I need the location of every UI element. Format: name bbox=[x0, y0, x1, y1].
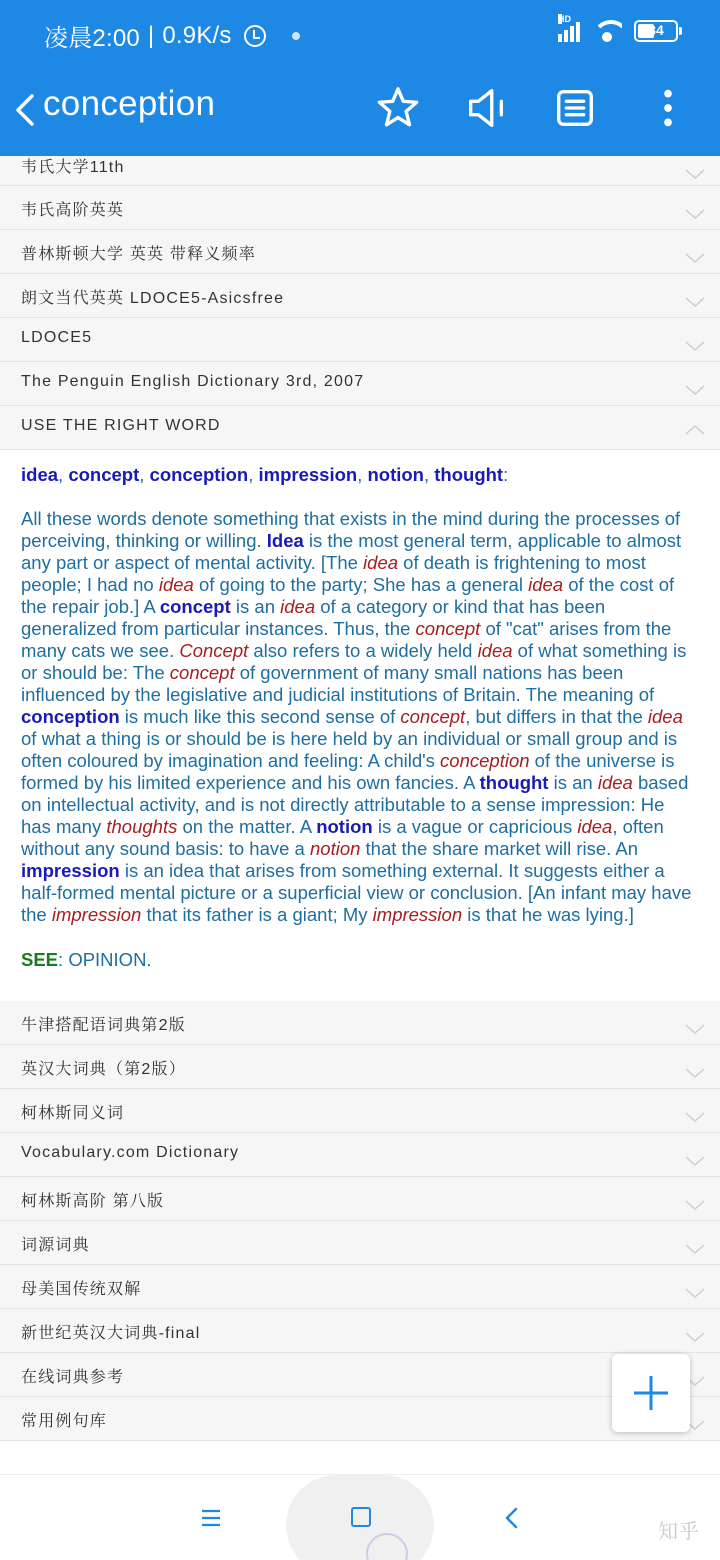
battery-icon bbox=[634, 20, 678, 42]
headword[interactable]: idea bbox=[21, 464, 59, 485]
dict-section-label: 柯林斯同义词 bbox=[21, 1105, 125, 1122]
chevron-down-icon bbox=[684, 246, 706, 268]
dict-section-label: 韦氏高阶英英 bbox=[21, 202, 125, 219]
dict-section-label: 柯林斯高阶 第八版 bbox=[21, 1193, 165, 1210]
status-separator: | bbox=[147, 21, 155, 49]
chevron-down-icon bbox=[684, 1061, 706, 1083]
dict-section-expanded[interactable] bbox=[0, 406, 720, 450]
status-bar bbox=[0, 0, 720, 68]
dict-section-label: 牛津搭配语词典第2版 bbox=[21, 1017, 186, 1034]
dict-section[interactable] bbox=[0, 1001, 720, 1045]
chevron-down-icon bbox=[684, 1281, 706, 1303]
dict-section-label: 新世纪英汉大词典-final bbox=[21, 1325, 201, 1342]
headword[interactable]: impression bbox=[258, 464, 358, 485]
chevron-up-icon bbox=[684, 420, 706, 442]
add-button[interactable] bbox=[612, 1354, 690, 1432]
dict-section[interactable] bbox=[0, 1177, 720, 1221]
dict-section-label: 朗文当代英英 LDOCE5-Asicsfree bbox=[21, 290, 285, 307]
status-time: 凌晨2:00 bbox=[44, 25, 140, 52]
dict-section[interactable] bbox=[0, 1133, 720, 1177]
dict-section-label: 母美国传统双解 bbox=[21, 1281, 142, 1298]
dict-section[interactable] bbox=[0, 362, 720, 406]
home-icon[interactable] bbox=[351, 1507, 371, 1527]
dict-section[interactable] bbox=[0, 156, 720, 186]
dict-section[interactable] bbox=[0, 230, 720, 274]
more-icon[interactable] bbox=[642, 82, 694, 134]
dict-section[interactable] bbox=[0, 274, 720, 318]
entry-body bbox=[0, 450, 720, 1001]
dict-section[interactable] bbox=[0, 318, 720, 362]
dict-section[interactable] bbox=[0, 1265, 720, 1309]
back-icon[interactable] bbox=[10, 90, 42, 130]
plus-icon bbox=[631, 1373, 671, 1413]
dict-section[interactable] bbox=[0, 1309, 720, 1353]
dict-section[interactable] bbox=[0, 1045, 720, 1089]
chevron-down-icon bbox=[684, 378, 706, 400]
chevron-down-icon bbox=[684, 1193, 706, 1215]
headword[interactable]: notion bbox=[367, 464, 424, 485]
list-icon[interactable] bbox=[549, 82, 601, 134]
dict-section-label: 普林斯顿大学 英英 带释义频率 bbox=[21, 246, 256, 263]
see-label: SEE bbox=[21, 949, 59, 970]
dictionary-list bbox=[0, 156, 720, 1441]
dict-section[interactable] bbox=[0, 1221, 720, 1265]
watermark: 知乎 bbox=[658, 1521, 700, 1543]
see-also: SEE: OPINION. bbox=[21, 949, 152, 970]
menu-icon[interactable] bbox=[198, 1505, 224, 1531]
chevron-down-icon bbox=[684, 1325, 706, 1347]
back-icon[interactable] bbox=[500, 1503, 524, 1533]
dict-section-label: Vocabulary.com Dictionary bbox=[21, 1144, 240, 1161]
headword[interactable]: thought bbox=[434, 464, 504, 485]
speaker-icon[interactable] bbox=[460, 82, 512, 134]
entry-headwords: idea, concept, conception, impression, notion, thought: bbox=[21, 464, 509, 485]
chevron-down-icon bbox=[684, 1017, 706, 1039]
see-link[interactable]: OPINION. bbox=[68, 949, 152, 970]
chevron-down-icon bbox=[684, 1149, 706, 1171]
hd-label: HD bbox=[558, 14, 571, 24]
dict-section-label: 韦氏大学11th bbox=[21, 159, 125, 176]
status-net-speed: 0.9K/s bbox=[162, 21, 232, 49]
entry-definition: All these words denote something that exists in the mind during the processes of perceiving, thinking or willing. Idea is the most general term, applicable to almost any part or aspect of mental activity. [The idea of death is frightening to most people; I had no idea of going to the party; She has a general idea of the cost of the repair job.] A concept is an idea of a category or kind that has been generalized from particular instances. Thus, the concept of "cat" arises from the many cats we see. Concept also refers to a widely held idea of what something is or should be: The concept of government of many small nations has been influenced by the legislative and judicial institutions of Britain. The meaning of conception is much like this second sense of concept, but differs in that the idea of what a thing is or should be is here held by an individual or small group and is often coloured by imagination and feeling: A child's conception of the universe is formed by his limited experience and his own fancies. A thought is an idea based on intellectual activity, and is not directly attributable to a sense impression: He has many thoughts on the matter. A notion is a vague or capricious idea, often without any sound basis: to have a notion that the share market will rise. An impression is an idea that arises from something external. It suggests either a half-formed mental picture or a superficial view or conclusion. [An infant may have the impression that its father is a giant; My impression is that he was lying.] bbox=[21, 508, 692, 925]
signal-icon bbox=[558, 14, 580, 42]
dict-section-label: 在线词典参考 bbox=[21, 1369, 125, 1386]
wifi-icon bbox=[592, 20, 622, 42]
alarm-icon bbox=[244, 25, 266, 47]
chevron-down-icon bbox=[684, 162, 706, 184]
dict-section[interactable] bbox=[0, 1089, 720, 1133]
dict-section-label: 词源词典 bbox=[21, 1237, 90, 1254]
dict-section-label: USE THE RIGHT WORD bbox=[21, 417, 221, 434]
chevron-down-icon bbox=[684, 1105, 706, 1127]
system-nav-bar bbox=[0, 1474, 720, 1560]
chevron-down-icon bbox=[684, 334, 706, 356]
headword[interactable]: conception bbox=[149, 464, 249, 485]
dict-section[interactable] bbox=[0, 186, 720, 230]
notification-dot-icon bbox=[292, 32, 300, 40]
app-bar bbox=[0, 68, 720, 156]
dict-section-label: LDOCE5 bbox=[21, 329, 93, 346]
headword[interactable]: concept bbox=[68, 464, 140, 485]
chevron-down-icon bbox=[684, 1237, 706, 1259]
chevron-down-icon bbox=[684, 202, 706, 224]
dict-section-label: 常用例句库 bbox=[21, 1413, 108, 1430]
status-right bbox=[558, 14, 678, 42]
dict-section-label: 英汉大词典（第2版） bbox=[21, 1061, 186, 1078]
dict-section-label: The Penguin English Dictionary 3rd, 2007 bbox=[21, 373, 365, 390]
star-icon[interactable] bbox=[372, 82, 424, 134]
chevron-down-icon bbox=[684, 290, 706, 312]
status-left bbox=[44, 18, 300, 53]
battery-level: 34 bbox=[648, 22, 664, 38]
page-title: conception bbox=[43, 84, 216, 123]
